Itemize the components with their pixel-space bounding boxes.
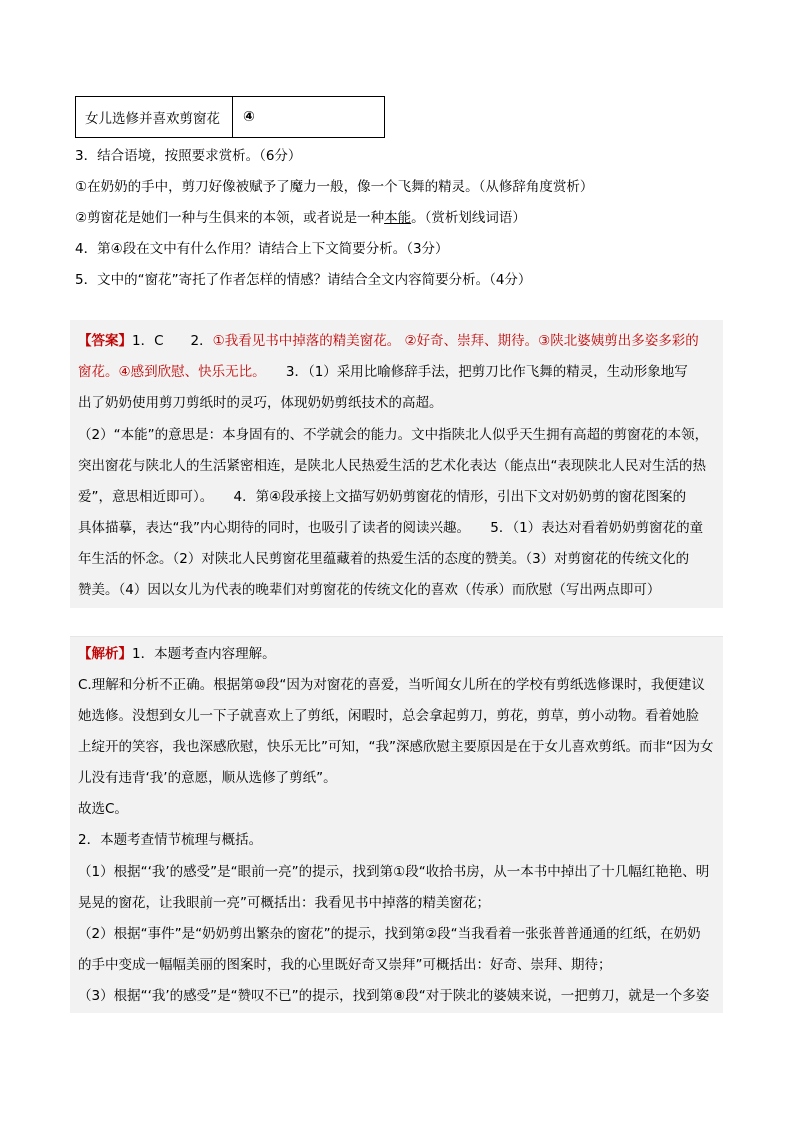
analysis-line-6: 故选C。 — [78, 801, 128, 817]
analysis-line-2: C.理解和分析不正确。根据第⑩段“因为对窗花的喜爱，当听闻女儿所在的学校有剪纸选修课时，我便建议 — [78, 677, 705, 693]
analysis-line-10: （2）根据“事件”是“奶奶剪出繁杂的窗花”的提示，找到第②段“当我看着一张张普普通通的红纸，在奶奶 — [78, 926, 701, 942]
answer-line-5: 突出窗花与陕北人的生活紧密相连，是陕北人民热爱生活的艺术化表达（能点出“表现陕北人民对生活的热 — [78, 458, 706, 474]
answer-line-8: 年生活的怀念。（2）对陕北人民剪窗花里蕴藏着的热爱生活的态度的赞美。（3）对剪窗花的传统文化的 — [78, 551, 690, 567]
analysis-block — [70, 637, 723, 1013]
analysis-line-12: （3）根据“‘我’的感受”是“赞叹不已”的提示，找到第⑧段“对于陕北的婆姨来说，一把剪刀，就是一个多姿 — [78, 988, 710, 1004]
analysis-line-5: 儿没有违背‘我’的意愿，顺从选修了剪纸”。 — [78, 770, 337, 786]
answer-line-7: 具体描摹，表达“我”内心期待的同时，也吸引了读者的阅读兴趣。 5．（1）表达对看着奶奶剪窗花的童 — [78, 520, 704, 536]
table-cell-answer: ④ — [243, 109, 255, 125]
answer-line-6: 爱”，意思相近即可）。 4．第④段承接上文描写奶奶剪窗花的情形，引出下文对奶奶剪的窗花图案的 — [78, 489, 687, 505]
analysis-line-1: 【解析】1．本题考查内容理解。 — [78, 646, 276, 662]
question-3-2: ②剪窗花是她们一种与生俱来的本领，或者说是一种本能。（赏析划线词语） — [75, 210, 526, 226]
analysis-line-3: 她选修。没想到女儿一下子就喜欢上了剪纸，闲暇时，总会拿起剪刀，剪花，剪草，剪小动物。看着她脸 — [78, 708, 699, 724]
answer-block — [70, 320, 723, 608]
analysis-line-7: 2．本题考查情节梳理与概括。 — [78, 832, 263, 848]
answer-line-1: 【答案】1．C 2．①我看见书中掉落的精美窗花。 ②好奇、崇拜、期待。③陕北婆姨剪出多姿多彩的 — [78, 333, 699, 349]
analysis-line-9: 晃晃的窗花，让我眼前一亮”可概括出：我看见书中掉落的精美窗花； — [78, 895, 490, 911]
analysis-tag: 【解析】 — [78, 646, 132, 662]
answer-line-3: 出了奶奶使用剪刀剪纸时的灵巧，体现奶奶剪纸技术的高超。 — [78, 395, 443, 411]
answer-tag: 【答案】 — [78, 333, 132, 349]
question-3-1: ①在奶奶的手中，剪刀好像被赋予了魔力一般，像一个飞舞的精灵。（从修辞角度赏析） — [75, 179, 594, 195]
analysis-line-8: （1）根据“‘我’的感受”是“眼前一亮”的提示，找到第①段“收拾书房，从一本书中掉出了十几幅红艳艳、明 — [78, 864, 710, 880]
answer-line-9: 赞美。（4）因以女儿为代表的晚辈们对剪窗花的传统文化的喜欢（传承）而欣慰（写出两点即可） — [78, 582, 661, 598]
question-4: 4．第④段在文中有什么作用？请结合上下文简要分析。（3分） — [75, 241, 449, 257]
underlined-word: 本能 — [384, 210, 412, 226]
question-5: 5．文中的“窗花”寄托了作者怎样的情感？请结合全文内容简要分析。（4分） — [75, 272, 532, 288]
answer-line-2: 窗花。④感到欣慰、快乐无比。 3．（1）采用比喻修辞手法，把剪刀比作飞舞的精灵，生动形象地写 — [78, 364, 688, 380]
table-cell-event: 女儿选修并喜欢剪窗花 — [76, 97, 233, 137]
analysis-line-11: 的手中变成一幅幅美丽的图案时，我的心里既好奇又崇拜”可概括出：好奇、崇拜、期待； — [78, 957, 612, 973]
analysis-line-4: 上绽开的笑容，我也深感欣慰，快乐无比”可知，“我”深感欣慰主要原因是在于女儿喜欢剪纸。而非“因为女 — [78, 739, 714, 755]
question-3: 3．结合语境，按照要求赏析。（6分） — [75, 148, 302, 164]
answer-line-4: （2）“本能”的意思是：本身固有的、不学就会的能力。文中指陕北人似乎天生拥有高超的剪窗花的本领， — [78, 427, 709, 443]
info-table — [75, 96, 385, 138]
